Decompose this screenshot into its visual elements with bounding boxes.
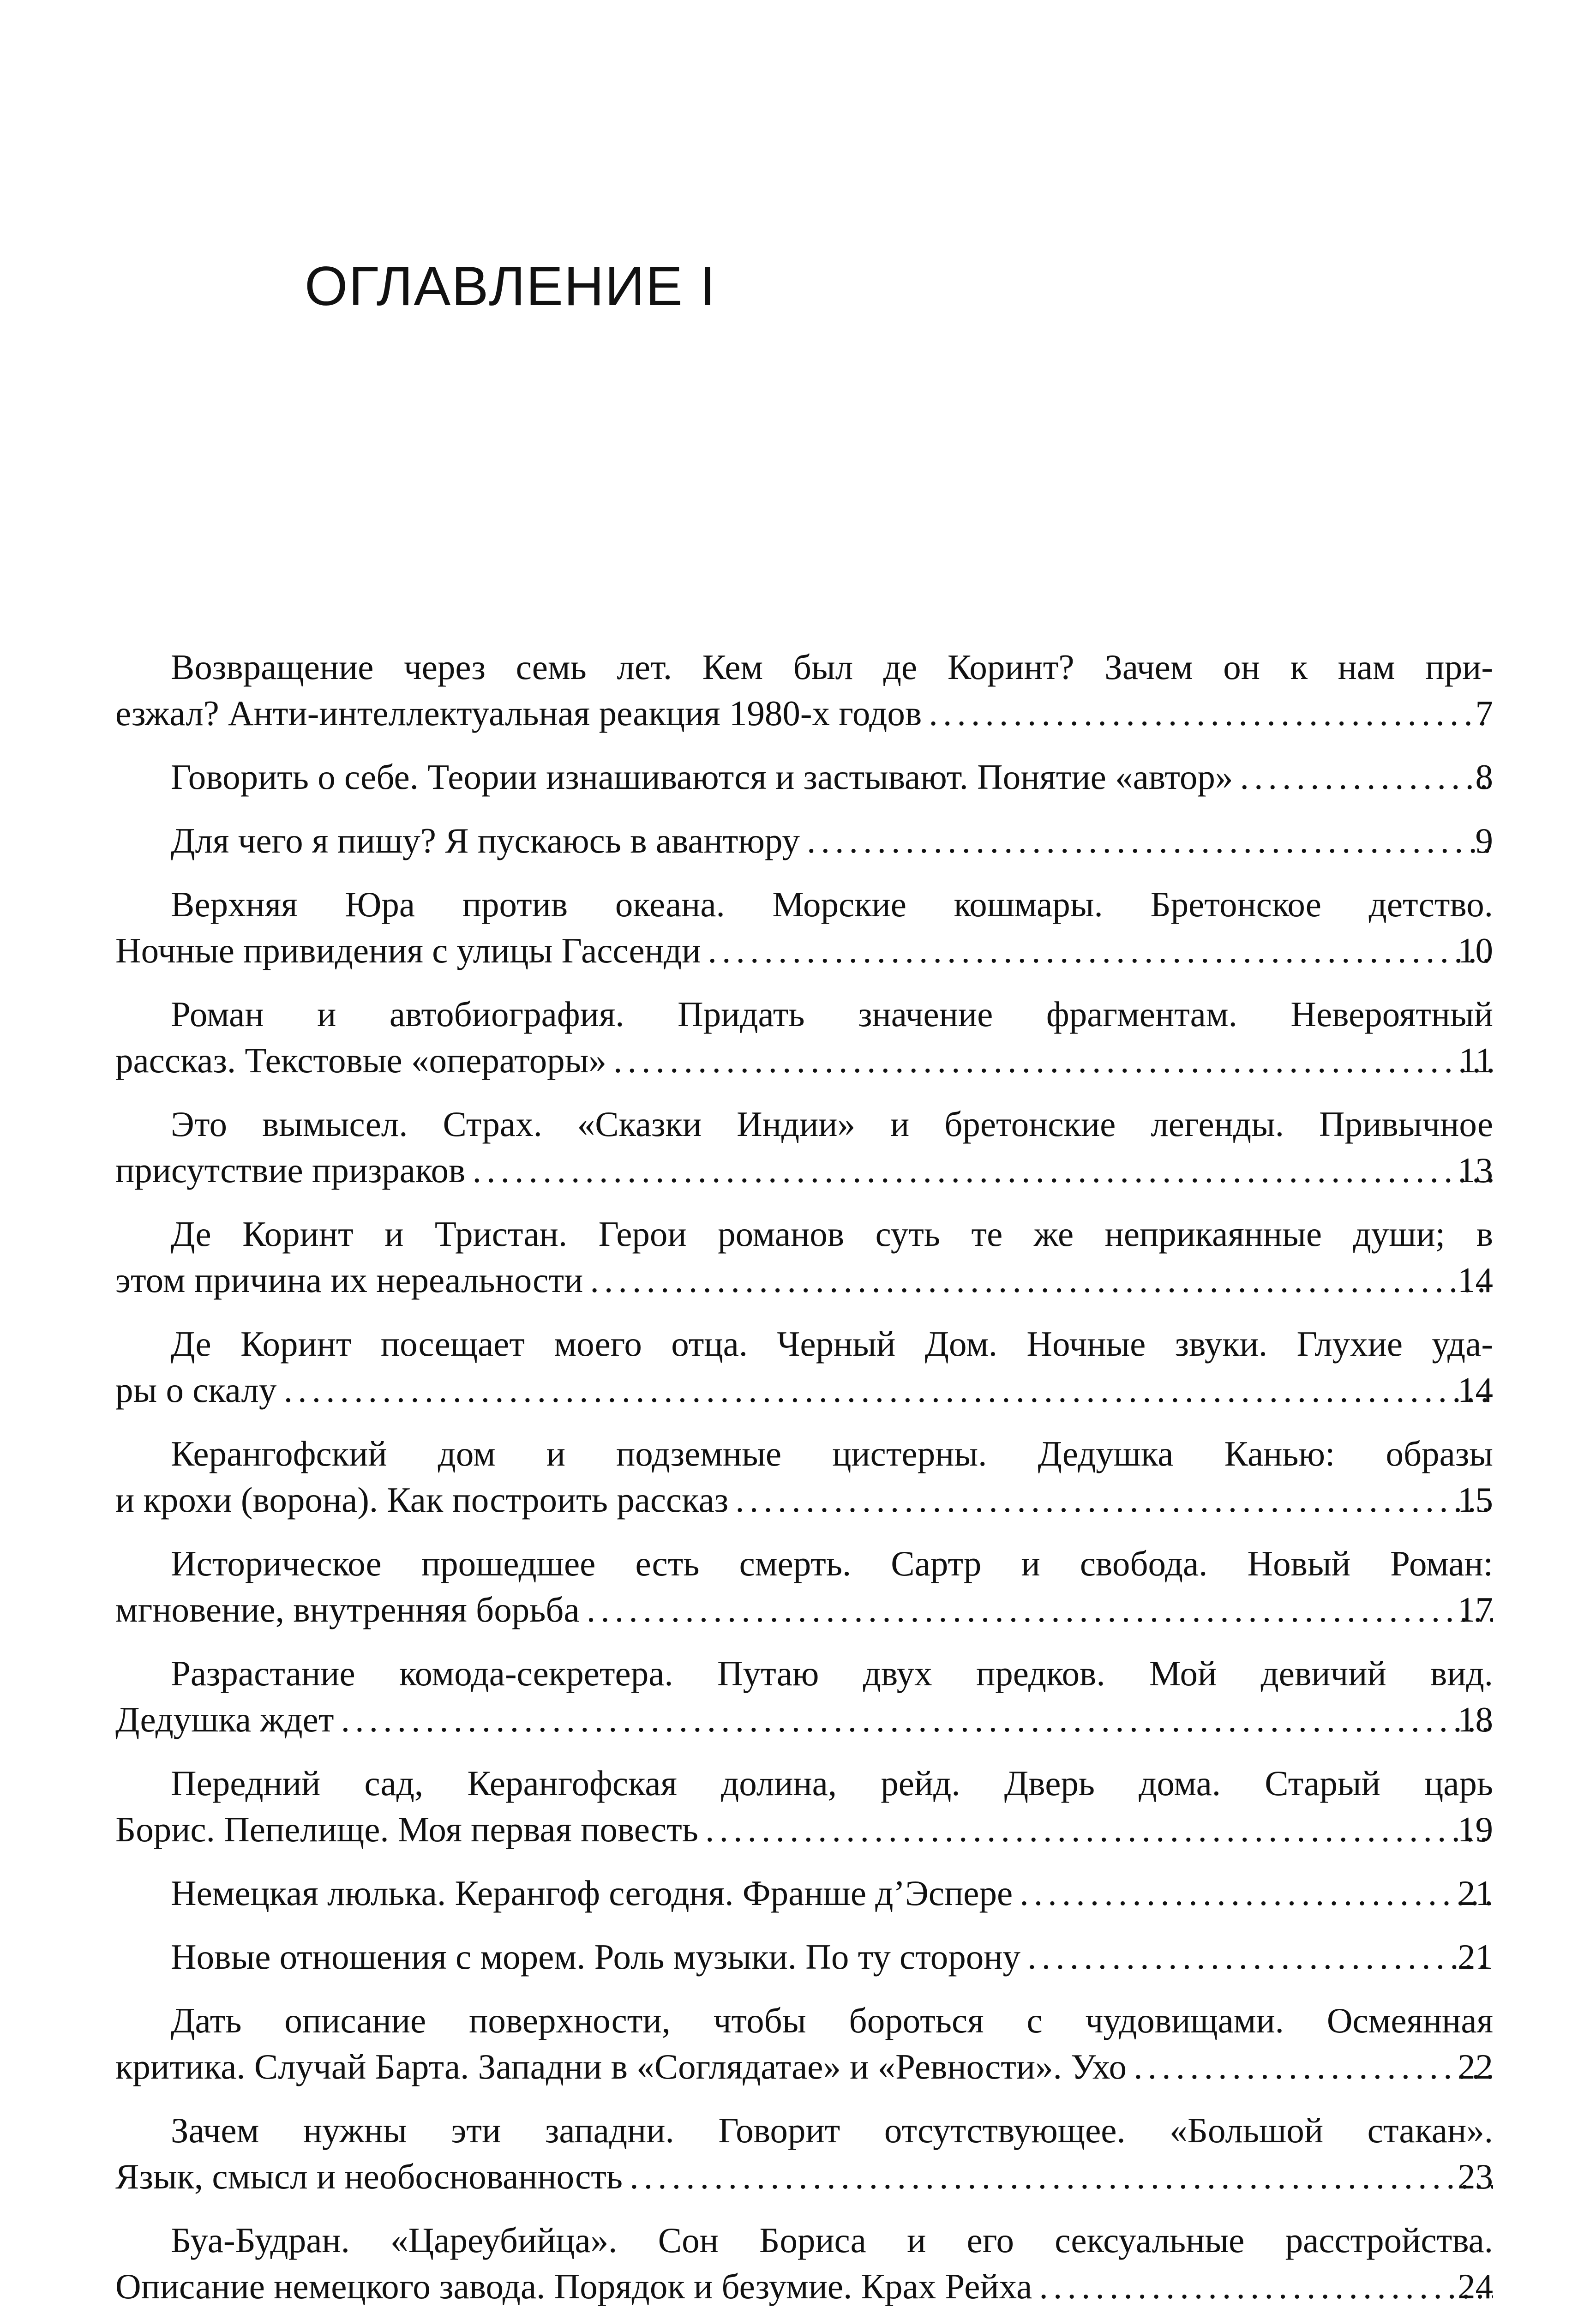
dot-leader bbox=[698, 1809, 1493, 1849]
toc-entry bbox=[115, 1321, 1493, 1413]
dot-leader bbox=[800, 821, 1493, 860]
toc-entry bbox=[115, 1997, 1493, 2090]
dot-leader bbox=[922, 693, 1493, 733]
toc-entry bbox=[115, 2217, 1493, 2308]
toc-entry-last-line bbox=[115, 1367, 1493, 1413]
toc-entry-line: Буа-Будран. «Цареубийца». Сон Бориса и его сексуальные расстройства. bbox=[171, 2220, 1493, 2260]
toc-entry-title: езжал? Анти-интеллектуальная реакция 1980-х годов bbox=[115, 693, 922, 733]
toc-entry bbox=[115, 2107, 1493, 2200]
toc-entry-line: Зачем нужны эти западни. Говорит отсутствующее. «Большой стакан». bbox=[171, 2110, 1493, 2150]
toc-entry-line: Передний сад, Керангофская долина, рейд. Дверь дома. Старый царь bbox=[171, 1763, 1493, 1803]
toc-entry-page-number: 22 bbox=[1458, 2047, 1493, 2086]
toc-entry-last-line bbox=[115, 690, 1493, 736]
toc-entry-title: Ночные привидения с улицы Гассенди bbox=[115, 931, 701, 970]
toc-entry bbox=[115, 1430, 1493, 1523]
toc-entry-last-line bbox=[115, 1147, 1493, 1193]
toc-entry-line: Возвращение через семь лет. Кем был де Коринт? Зачем он к нам при- bbox=[171, 647, 1493, 687]
page-title: ОГЛАВЛЕНИЕ I bbox=[305, 255, 716, 317]
toc-entry bbox=[115, 1101, 1493, 1193]
dot-leader bbox=[580, 1590, 1493, 1629]
toc-entry-title: ры о скалу bbox=[115, 1370, 277, 1410]
toc-entry bbox=[115, 881, 1493, 974]
toc-entry-last-line bbox=[115, 1696, 1493, 1743]
toc-entry-last-line bbox=[115, 817, 1493, 864]
toc-entry-title: присутствие призраков bbox=[115, 1150, 466, 1190]
toc-entry bbox=[115, 817, 1493, 864]
toc-entry bbox=[115, 991, 1493, 1083]
toc-entry-page-number: 15 bbox=[1458, 1480, 1493, 1520]
table-of-contents bbox=[115, 644, 1493, 2308]
toc-entry-title: критика. Случай Барта. Западни в «Соглядатае» и «Ревности». Ухо bbox=[115, 2047, 1127, 2086]
toc-entry-page-number: 14 bbox=[1458, 1260, 1493, 1300]
toc-entry-page-number: 9 bbox=[1475, 821, 1493, 860]
dot-leader bbox=[1020, 1937, 1493, 1977]
toc-entry-line: Это вымысел. Страх. «Сказки Индии» и бретонские легенды. Привычное bbox=[171, 1104, 1493, 1144]
toc-entry-page-number: 19 bbox=[1458, 1809, 1493, 1849]
toc-entry-last-line bbox=[115, 2263, 1493, 2308]
toc-entry-last-line bbox=[115, 927, 1493, 974]
dot-leader bbox=[1233, 757, 1493, 797]
toc-entry-title: Язык, смысл и необоснованность bbox=[115, 2157, 623, 2196]
toc-entry-last-line bbox=[115, 1477, 1493, 1523]
toc-entry-title: мгновение, внутренняя борьба bbox=[115, 1590, 580, 1629]
toc-entry-last-line bbox=[115, 1587, 1493, 1633]
toc-entry-title: и крохи (ворона). Как построить рассказ bbox=[115, 1480, 729, 1520]
toc-entry-last-line bbox=[115, 1870, 1493, 1916]
toc-entry-line: Роман и автобиография. Придать значение фрагментам. Невероятный bbox=[171, 994, 1493, 1034]
toc-entry-last-line bbox=[115, 754, 1493, 800]
dot-leader bbox=[276, 1370, 1493, 1410]
dot-leader bbox=[623, 2157, 1493, 2196]
toc-entry bbox=[115, 1760, 1493, 1852]
toc-entry-line: Верхняя Юра против океана. Морские кошмары. Бретонское детство. bbox=[171, 884, 1493, 924]
toc-entry-page-number: 18 bbox=[1458, 1700, 1493, 1739]
toc-entry-title: Описание немецкого завода. Порядок и безумие. Крах Рейха bbox=[115, 2266, 1032, 2306]
dot-leader bbox=[1013, 1873, 1493, 1913]
toc-entry-line: Де Коринт посещает моего отца. Черный Дом. Ночные звуки. Глухие уда- bbox=[171, 1324, 1493, 1364]
toc-entry bbox=[115, 754, 1493, 800]
dot-leader bbox=[728, 1480, 1493, 1520]
toc-entry-line: Де Коринт и Тристан. Герои романов суть те же неприкаянные души; в bbox=[171, 1214, 1493, 1254]
toc-entry-title: рассказ. Текстовые «операторы» bbox=[115, 1040, 606, 1080]
toc-entry bbox=[115, 644, 1493, 736]
toc-entry-line: Историческое прошедшее есть смерть. Сартр и свобода. Новый Роман: bbox=[171, 1544, 1493, 1583]
toc-entry-page-number: 13 bbox=[1458, 1150, 1493, 1190]
dot-leader bbox=[465, 1150, 1493, 1190]
toc-entry-line: Керангофский дом и подземные цистерны. Дедушка Канью: образы bbox=[171, 1434, 1493, 1473]
toc-entry-title: Борис. Пепелище. Моя первая повесть bbox=[115, 1809, 698, 1849]
toc-entry-last-line bbox=[115, 1934, 1493, 1980]
toc-entry-page-number: 21 bbox=[1458, 1873, 1493, 1913]
toc-entry-last-line bbox=[115, 2153, 1493, 2200]
dot-leader bbox=[606, 1040, 1493, 1080]
toc-entry bbox=[115, 1211, 1493, 1303]
toc-entry-page-number: 24 bbox=[1458, 2266, 1493, 2306]
toc-entry-page-number: 10 bbox=[1458, 931, 1493, 970]
toc-entry bbox=[115, 1934, 1493, 1980]
toc-entry-line: Разрастание комода-секретера. Путаю двух предков. Мой девичий вид. bbox=[171, 1653, 1493, 1693]
dot-leader bbox=[701, 931, 1493, 970]
toc-entry-page-number: 14 bbox=[1458, 1370, 1493, 1410]
dot-leader bbox=[1127, 2047, 1493, 2086]
toc-entry-page-number: 7 bbox=[1475, 693, 1493, 733]
toc-entry bbox=[115, 1540, 1493, 1633]
dot-leader bbox=[1032, 2266, 1493, 2306]
toc-entry-page-number: 23 bbox=[1458, 2157, 1493, 2196]
toc-entry bbox=[115, 1870, 1493, 1916]
toc-entry-page-number: 21 bbox=[1458, 1937, 1493, 1977]
toc-entry-title: Немецкая люлька. Керангоф сегодня. Франше д’Эспере bbox=[171, 1873, 1013, 1913]
dot-leader bbox=[334, 1700, 1493, 1739]
toc-entry-title: этом причина их нереальности bbox=[115, 1260, 583, 1300]
toc-entry-title: Говорить о себе. Теории изнашиваются и застывают. Понятие «автор» bbox=[171, 757, 1233, 797]
toc-entry-page-number: 17 bbox=[1458, 1590, 1493, 1629]
toc-entry-last-line bbox=[115, 2044, 1493, 2090]
toc-entry-page-number: 11 bbox=[1458, 1040, 1493, 1080]
toc-entry-line: Дать описание поверхности, чтобы бороться с чудовищами. Осмеянная bbox=[171, 2001, 1493, 2040]
toc-entry-last-line bbox=[115, 1257, 1493, 1303]
toc-entry-title: Для чего я пишу? Я пускаюсь в авантюру bbox=[171, 821, 800, 860]
toc-entry-page-number: 8 bbox=[1475, 757, 1493, 797]
toc-entry-title: Новые отношения с морем. Роль музыки. По ту сторону bbox=[171, 1937, 1021, 1977]
toc-entry-title: Дедушка ждет bbox=[115, 1700, 334, 1739]
toc-entry-last-line bbox=[115, 1806, 1493, 1852]
toc-entry-last-line bbox=[115, 1037, 1493, 1083]
dot-leader bbox=[583, 1260, 1493, 1300]
toc-entry bbox=[115, 1650, 1493, 1743]
